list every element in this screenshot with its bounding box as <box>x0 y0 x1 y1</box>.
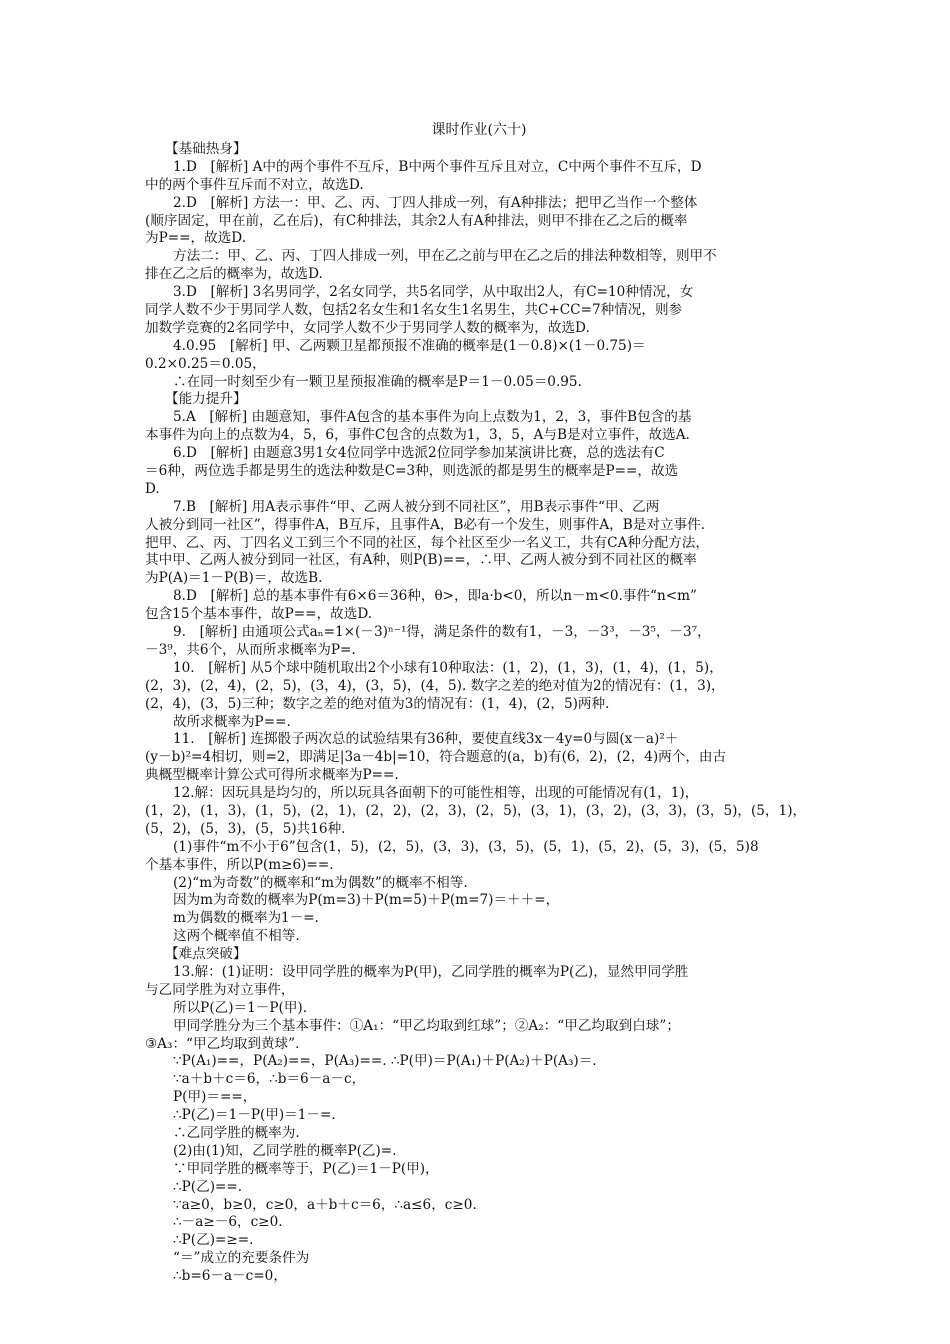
text-line: 8.D [解析] 总的基本事件有6×6＝36种，θ>，即a·b<0，所以n－m<0.事件“n<m” <box>173 588 697 605</box>
text-line: (2，3)，(2，4)，(2，5)，(3，4)，(3，5)，(4，5). 数字之差的绝对值为2的情况有：(1，3)， <box>145 677 725 694</box>
text-line: 7.B [解析] 用A表示事件“甲、乙两人被分到不同社区”，用B表示事件“甲、乙两 <box>173 498 660 515</box>
text-line: ∴P(乙)=≥=. <box>173 1232 254 1249</box>
text-line: ③A₃：“甲乙均取到黄球”. <box>145 1035 300 1052</box>
text-line: 12.解：因玩具是均匀的，所以玩具各面朝下的可能性相等，出现的可能情况有(1，1)， <box>173 785 699 802</box>
text-line: 本事件为向上的点数为4，5，6，事件C包含的点数为1，3，5，A与B是对立事件，故选A. <box>145 427 690 444</box>
text-line: 包含15个基本事件，故P==，故选D. <box>145 606 373 623</box>
text-line: ∴乙同学胜的概率为. <box>173 1124 300 1141</box>
text-line: 人被分到同一社区”，得事件A，B互斥，且事件A，B必有一个发生，则事件A，B是对立事件. <box>145 516 706 533</box>
text-line: 与乙同学胜为对立事件， <box>145 981 295 998</box>
text-line: 为P(A)＝1－P(B)＝，故选B. <box>145 570 323 587</box>
text-line: 加数学竞赛的2名同学中，女同学人数不少于男同学人数的概率为，故选D. <box>145 319 590 336</box>
text-line: 11. [解析] 连掷骰子两次总的试验结果有36种，要使直线3x－4y=0与圆(x－a)²＋ <box>173 731 679 748</box>
text-line: D. <box>145 480 160 497</box>
text-line: 3.D [解析] 3名男同学，2名女同学，共5名同学，从中取出2人，有C=10种情况，女 <box>173 284 694 301</box>
text-line: －3⁹，共6个，从而所求概率为P=. <box>145 641 356 658</box>
text-line: 5.A [解析] 由题意知，事件A包含的基本事件为向上点数为1，2，3，事件B包含的基 <box>173 409 692 426</box>
text-line: ∴在同一时刻至少有一颗卫星预报准确的概率是P＝1－0.05＝0.95. <box>173 373 582 390</box>
text-line: ∵a＋b＋c＝6，∴b＝6－a－c， <box>173 1071 366 1088</box>
text-line: (顺序固定，甲在前，乙在后)，有C种排法，其余2人有A种排法，则甲不排在乙之后的概率 <box>145 212 688 229</box>
text-line: (y－b)²=4相切，则=2，即满足|3a－4b|=10，符合题意的(a，b)有(6，2)，(2，4)两个，由古 <box>145 749 727 766</box>
text-line: 6.D [解析] 由题意3男1女4位同学中选派2位同学参加某演讲比赛，总的选法有C <box>173 445 665 462</box>
document-body <box>145 141 813 1286</box>
text-line: 同学人数不少于男同学人数，包括2名女生和1名女生1名男生，共C+CC=7种情况，则参 <box>145 302 683 319</box>
text-line: ∴b=6－a－c=0， <box>173 1268 287 1285</box>
text-line: (2)由(1)知，乙同学胜的概率P(乙)=. <box>173 1142 397 1159</box>
text-line: (1，2)，(1，3)，(1，5)，(2，1)，(2，2)，(2，3)，(2，5)，(3，1)，(3，2)，(3，3)，(3，5)，(5，1)， <box>145 802 807 819</box>
text-line: “＝”成立的充要条件为 <box>173 1250 310 1267</box>
text-line: (2，4)，(3，5)三种；数字之差的绝对值为3的情况有：(1，4)，(2，5)两种. <box>145 695 610 712</box>
text-line: 方法二：甲、乙、丙、丁四人排成一列，甲在乙之前与甲在乙之后的排法种数相等，则甲不 <box>173 248 717 265</box>
text-line: ∴－a≥－6，c≥0. <box>173 1214 283 1231</box>
text-line: 10. [解析] 从5个球中随机取出2个小球有10种取法：(1，2)，(1，3)，(1，4)，(1，5)， <box>173 659 723 676</box>
text-line: P(甲)＝==， <box>173 1089 257 1106</box>
text-line: 9. [解析] 由通项公式aₙ=1×(－3)ⁿ⁻¹得，满足条件的数有1，－3，－3³，－3⁵，－3⁷， <box>173 624 711 641</box>
text-line: 4.0.95 [解析] 甲、乙两颗卫星都预报不准确的概率是(1－0.8)×(1－0.75)＝ <box>173 337 646 354</box>
text-line: 因为m为奇数的概率为P(m=3)＋P(m=5)＋P(m=7)＝＋＋=， <box>173 892 560 909</box>
text-line: ∴P(乙)==. <box>173 1178 243 1195</box>
text-line: 甲同学胜分为三个基本事件：①A₁：“甲乙均取到红球”；②A₂：“甲乙均取到白球”； <box>173 1017 680 1034</box>
text-line: ∵甲同学胜的概率等于，P(乙)＝1－P(甲)， <box>173 1160 439 1177</box>
text-line: 典概型概率计算公式可得所求概率为P==. <box>145 767 399 784</box>
text-line: ∵P(A₁)==，P(A₂)==，P(A₃)==. ∴P(甲)＝P(A₁)＋P(A₂)＋P(A₃)＝. <box>173 1053 597 1070</box>
text-line: (1)事件“m不小于6”包含(1，5)，(2，5)，(3，3)，(3，5)，(5，1)，(5，2)，(5，3)，(5，5)8 <box>173 838 759 855</box>
text-line: m为偶数的概率为1－=. <box>173 910 319 927</box>
text-line: ∴P(乙)＝1－P(甲)＝1－=. <box>173 1107 336 1124</box>
text-line: 中的两个事件互斥而不对立，故选D. <box>145 176 364 193</box>
text-line: 为P==，故选D. <box>145 230 247 247</box>
text-line: ∵a≥0，b≥0，c≥0，a＋b＋c＝6，∴a≤6，c≥0. <box>173 1196 477 1213</box>
section-heading: 【难点突破】 <box>165 946 247 963</box>
text-line: 把甲、乙、丙、丁四名义工到三个不同的社区，每个社区至少一名义工，共有CA种分配方法， <box>145 534 709 551</box>
text-line: ＝6种，两位选手都是男生的选法种数是C=3种，则选派的都是男生的概率是P==，故选 <box>145 463 679 480</box>
text-line: 故所求概率为P==. <box>173 713 291 730</box>
text-line: 2.D [解析] 方法一：甲、乙、丙、丁四人排成一列，有A种排法；把甲乙当作一个整体 <box>173 194 698 211</box>
text-line: (2)“m为奇数”的概率和“m为偶数”的概率不相等. <box>173 874 468 891</box>
text-line: (5，2)，(5，3)，(5，5)共16种. <box>145 820 346 837</box>
text-line: 1.D [解析] A中的两个事件不互斥，B中两个事件互斥且对立，C中两个事件不互斥，D <box>173 158 702 175</box>
text-line: 个基本事件，所以P(m≥6)==. <box>145 856 334 873</box>
text-line: 排在乙之后的概率为，故选D. <box>145 266 323 283</box>
section-heading: 【基础热身】 <box>165 141 247 157</box>
page-title: 课时作业(六十) <box>431 122 527 138</box>
text-line: 这两个概率值不相等. <box>173 928 300 945</box>
section-heading: 【能力提升】 <box>165 391 247 408</box>
text-line: 13.解：(1)证明：设甲同学胜的概率为P(甲)，乙同学胜的概率为P(乙)，显然甲同学胜 <box>173 963 689 980</box>
text-line: 其中甲、乙两人被分到同一社区，有A种，则P(B)==，∴甲、乙两人被分到不同社区的概率 <box>145 552 697 569</box>
text-line: 0.2×0.25＝0.05， <box>145 355 266 372</box>
text-line: 所以P(乙)＝1－P(甲). <box>173 999 308 1016</box>
document-page <box>145 121 813 1286</box>
